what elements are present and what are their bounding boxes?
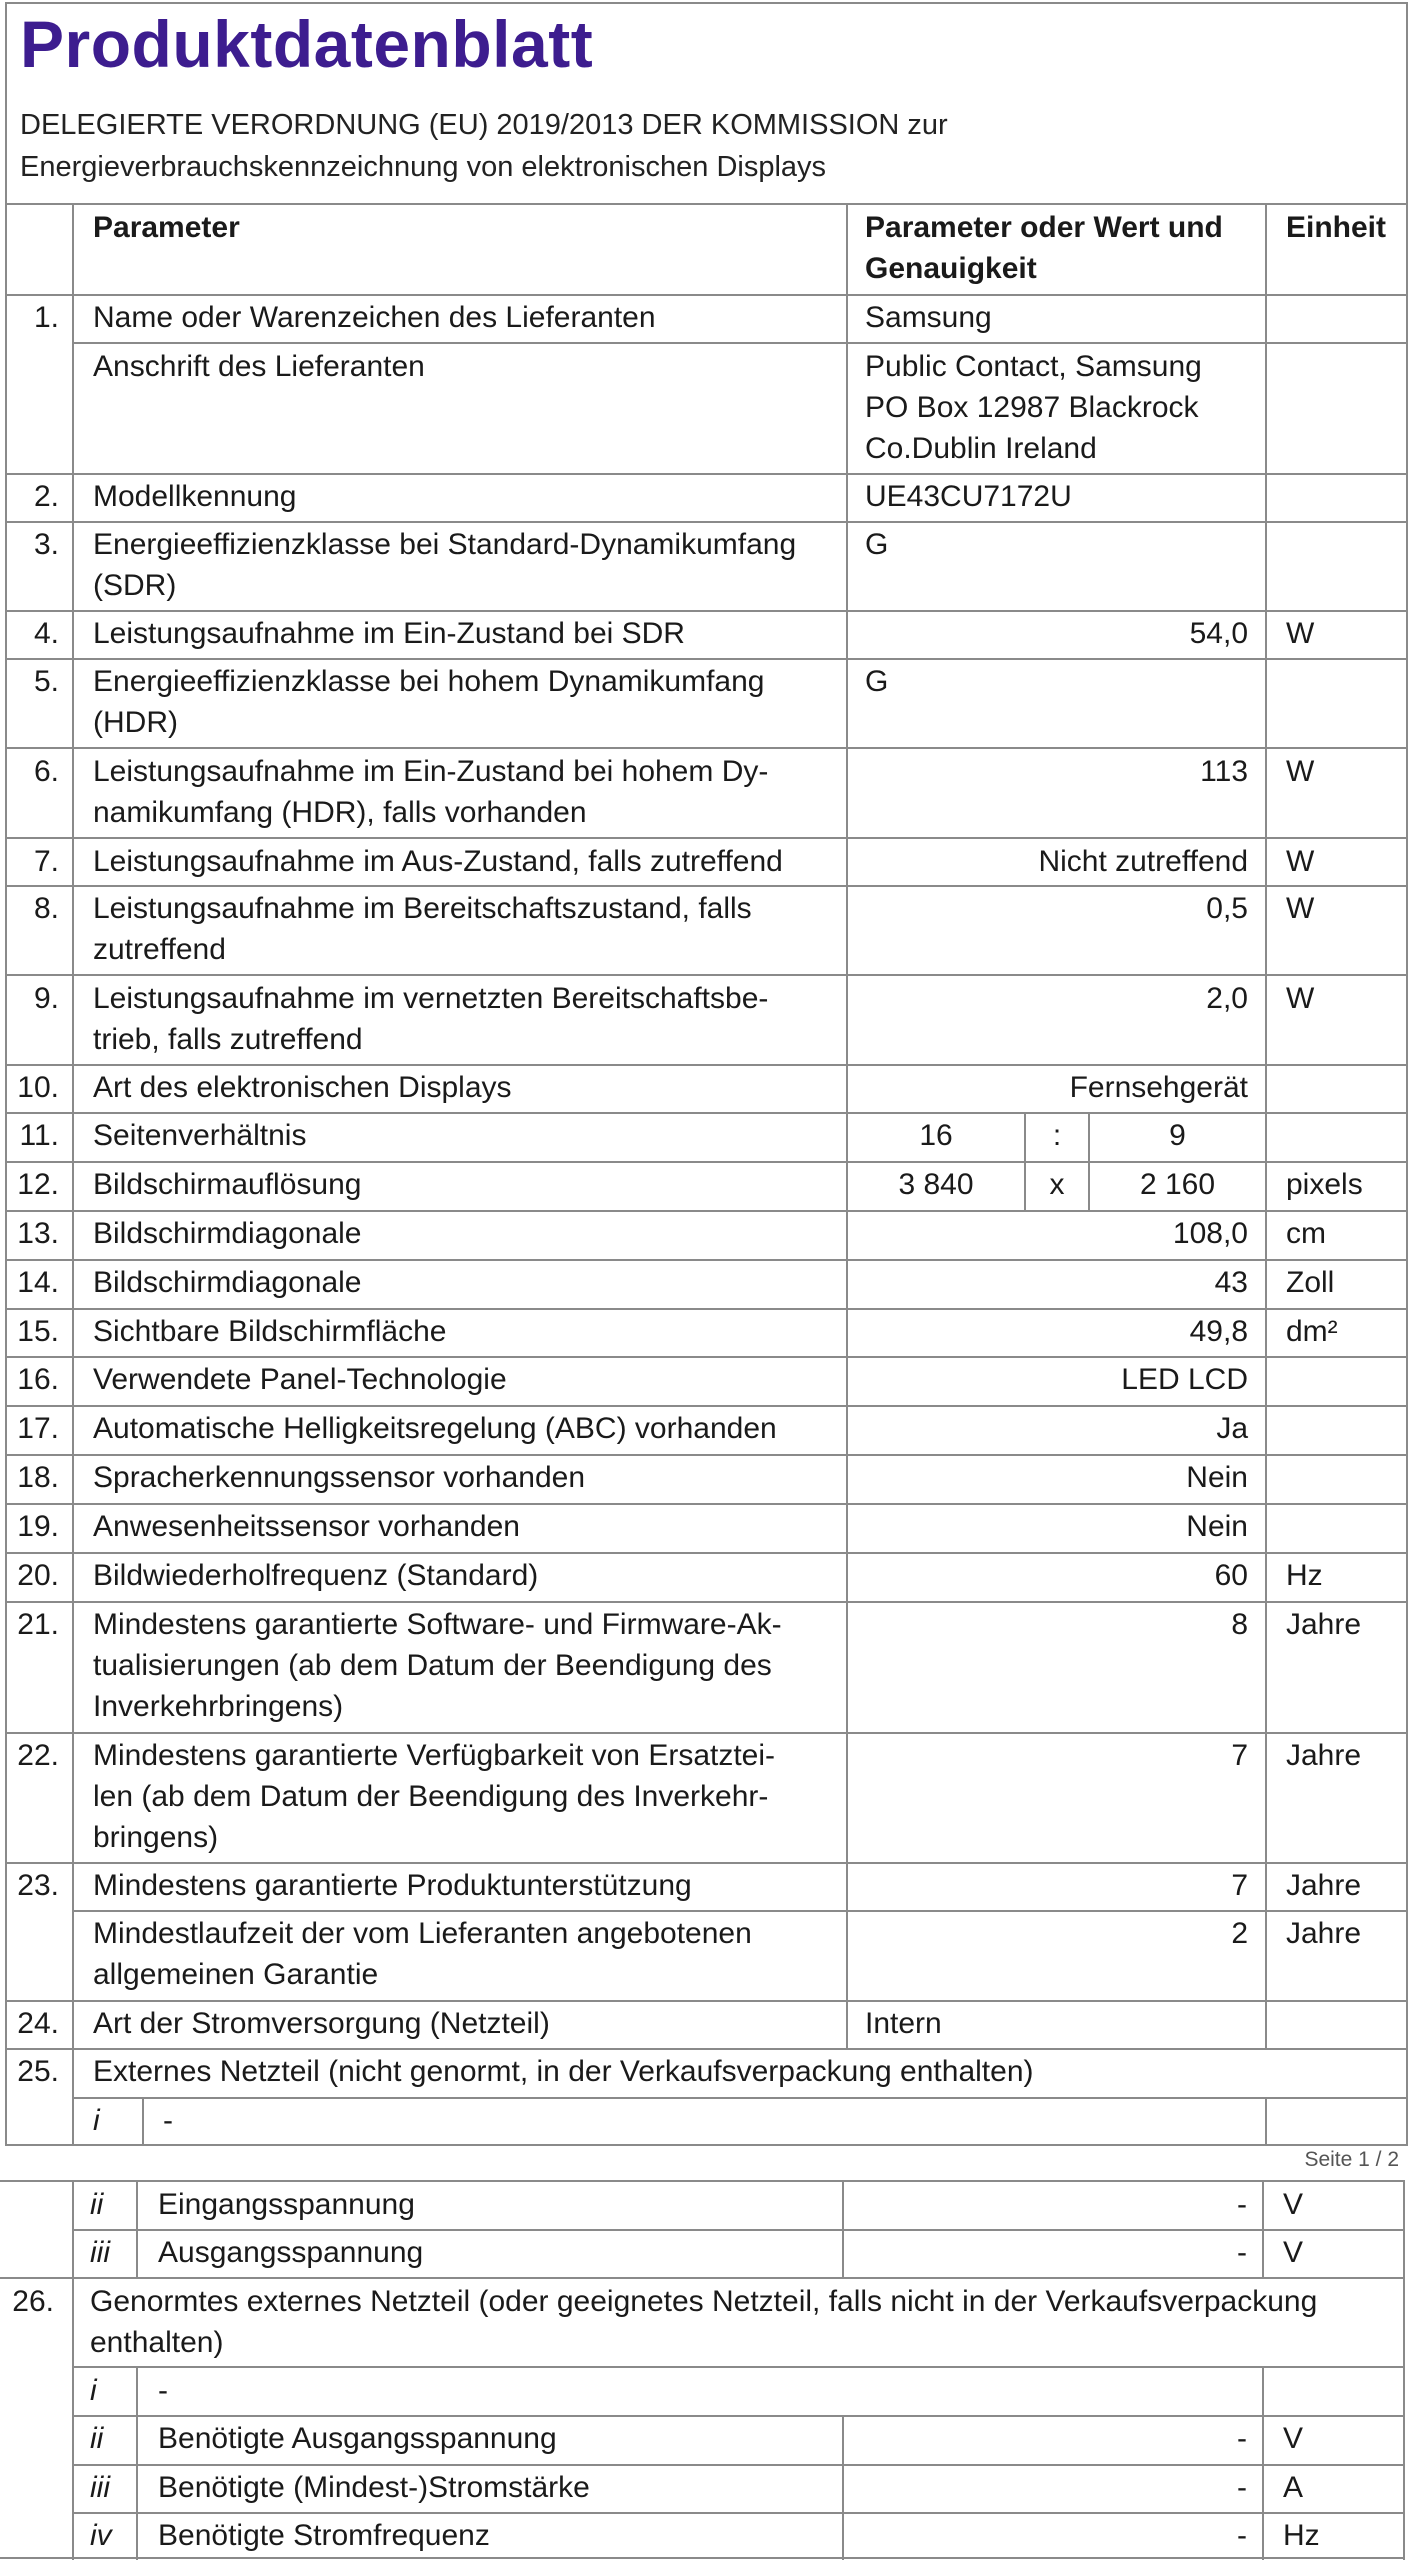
rule [72, 2464, 1405, 2466]
resolution-width: 3 840 [898, 1168, 974, 1201]
row-number: 23. [17, 1869, 59, 1902]
rule [136, 2180, 138, 2277]
rule [5, 1161, 1408, 1163]
row-value: 54,0 [1189, 617, 1248, 650]
row-value: 0,5 [1206, 892, 1248, 925]
column-header-value [865, 207, 1223, 289]
label-line: Leistungsaufnahme im Bereitschaftszustand, falls [93, 892, 752, 925]
label-line: Mindestlaufzeit der vom Lieferanten angebotenen [93, 1917, 752, 1950]
aspect-width: 16 [919, 1119, 953, 1152]
row-unit: Hz [1286, 1559, 1323, 1592]
row-number: 8. [33, 892, 59, 925]
row-number: 7. [33, 845, 59, 878]
subtitle-line-1: DELEGIERTE VERORDNUNG (EU) 2019/2013 DER KOMMISSION zur [20, 109, 948, 141]
rule [5, 1732, 1408, 1734]
row-number: 9. [33, 982, 59, 1015]
row-label [93, 978, 768, 1060]
row-label: Mindestens garantierte Produktunterstützung [93, 1869, 692, 1902]
row-number: 1. [33, 301, 59, 334]
rule [0, 2277, 1405, 2279]
row-number: 2. [33, 480, 59, 513]
rule [0, 2180, 1405, 2182]
sub-item-unit: V [1283, 2422, 1304, 2455]
rule [72, 342, 1408, 344]
page-title: Produktdatenblatt [20, 7, 594, 81]
row-number: 5. [33, 665, 59, 698]
row-number: 12. [17, 1168, 59, 1201]
aspect-height: 9 [1169, 1119, 1186, 1152]
row-value: 8 [1231, 1608, 1248, 1641]
row-value: Intern [865, 2007, 942, 2040]
rule [1403, 2180, 1405, 2560]
row-number: 13. [17, 1217, 59, 1250]
rule [72, 2097, 1408, 2099]
row-unit: Jahre [1286, 1739, 1362, 1772]
rule [5, 521, 1408, 523]
rule [142, 2097, 144, 2144]
row-unit: pixels [1286, 1168, 1363, 1201]
row-number: 25. [17, 2055, 59, 2088]
row-label: Modellkennung [93, 480, 297, 513]
rule [5, 203, 1408, 205]
rule [5, 837, 1408, 839]
row-label: Name oder Warenzeichen des Lieferanten [93, 301, 656, 334]
rule [72, 2229, 1405, 2231]
label-line: Energieeffizienzklasse bei hohem Dynamikumfang [93, 665, 765, 698]
row-value: 2,0 [1206, 982, 1248, 1015]
regulation-subtitle [20, 104, 948, 188]
row-number: 11. [19, 1119, 59, 1152]
row-number: 16. [17, 1363, 59, 1396]
rule [5, 1356, 1408, 1358]
row-number: 6. [33, 755, 59, 788]
label-line: (SDR) [93, 569, 177, 602]
rule [1262, 2366, 1264, 2560]
resolution-height: 2 160 [1139, 1168, 1216, 1201]
row-number: 18. [17, 1461, 59, 1494]
sub-item-value: - [1237, 2188, 1247, 2221]
rule [5, 473, 1408, 475]
row-value: 108,0 [1172, 1217, 1248, 1250]
row-label: Leistungsaufnahme im Aus-Zustand, falls zutreffend [93, 845, 783, 878]
row-unit: cm [1286, 1217, 1326, 1250]
sub-item-label: - [158, 2374, 168, 2407]
row-value: 7 [1231, 1869, 1248, 1902]
row-number: 10. [17, 1071, 59, 1104]
column-header-parameter: Parameter [93, 211, 240, 244]
rule [5, 1552, 1408, 1554]
row-unit: Jahre [1286, 1608, 1362, 1641]
sub-item-label: Benötigte (Mindest-)Stromstärke [158, 2471, 590, 2504]
row-label: Bildwiederholfrequenz (Standard) [93, 1559, 539, 1592]
row-label: Anwesenheitssensor vorhanden [93, 1510, 520, 1543]
row-value: 49,8 [1189, 1315, 1248, 1348]
sub-item-label: Benötigte Stromfrequenz [158, 2519, 490, 2552]
row-value: Ja [1216, 1412, 1248, 1445]
sub-item-index: ii [90, 2188, 104, 2221]
row-number: 17. [17, 1412, 59, 1445]
row-label [90, 2281, 1317, 2363]
row-value: 113 [1200, 755, 1248, 788]
rule [5, 294, 1408, 296]
row-number: 21. [17, 1608, 59, 1641]
label-line: Energieeffizienzklasse bei Standard-Dynamikumfang [93, 528, 797, 561]
column-header-unit: Einheit [1286, 211, 1387, 244]
row-number: 4. [33, 617, 59, 650]
aspect-separator: : [1052, 1119, 1062, 1152]
sub-item-label: Benötigte Ausgangsspannung [158, 2422, 557, 2455]
row-number: 26. [12, 2285, 54, 2318]
rule [5, 2144, 1408, 2146]
label-line: trieb, falls zutreffend [93, 1023, 363, 1056]
rule [5, 1454, 1408, 1456]
rule [72, 2512, 1405, 2514]
label-line: Mindestens garantierte Software- und Firmware-Ak- [93, 1608, 782, 1641]
row-unit: W [1286, 982, 1315, 1015]
row-unit: W [1286, 755, 1315, 788]
row-label: Sichtbare Bildschirmfläche [93, 1315, 447, 1348]
rule [72, 2366, 1405, 2368]
row-value: Nein [1186, 1510, 1248, 1543]
label-line: allgemeinen Garantie [93, 1958, 379, 1991]
row-label: Bildschirmauflösung [93, 1168, 362, 1201]
row-unit: Zoll [1286, 1266, 1335, 1299]
row-label [93, 888, 752, 970]
row-label: Bildschirmdiagonale [93, 1266, 362, 1299]
label-line: Inverkehrbringens) [93, 1690, 344, 1723]
rule [5, 1503, 1408, 1505]
row-value: Fernsehgerät [1069, 1071, 1248, 1104]
label-line: Genormtes externes Netzteil (oder geeignetes Netzteil, falls nicht in der Verkaufsverpackung [90, 2285, 1318, 2318]
rule [0, 2557, 1405, 2559]
sub-item-index: i [93, 2104, 100, 2137]
row-value: 7 [1231, 1739, 1248, 1772]
sub-item-unit: Hz [1283, 2519, 1320, 2552]
supplier-address [865, 346, 1202, 469]
row-value: 2 [1231, 1917, 1248, 1950]
row-label: Automatische Helligkeitsregelung (ABC) vorhanden [93, 1412, 777, 1445]
row-number: 15. [17, 1315, 59, 1348]
rule [5, 1112, 1408, 1114]
rule [5, 747, 1408, 749]
row-value: UE43CU7172U [865, 480, 1072, 513]
row-value: Nein [1186, 1461, 1248, 1494]
row-value: 43 [1214, 1266, 1248, 1299]
rule [5, 1601, 1408, 1603]
sub-item-value: - [1237, 2236, 1247, 2269]
rule [5, 885, 1408, 887]
sub-item-unit: V [1283, 2236, 1304, 2269]
row-label: Art des elektronischen Displays [93, 1071, 512, 1104]
sub-item-unit: V [1283, 2188, 1304, 2221]
sub-item-index: iii [90, 2236, 110, 2269]
row-value: G [865, 665, 889, 698]
sub-item-unit: A [1283, 2471, 1304, 2504]
rule [1265, 203, 1267, 2048]
row-label: Verwendete Panel-Technologie [93, 1363, 507, 1396]
row-number: 20. [17, 1559, 59, 1592]
rule [1265, 2097, 1267, 2144]
sub-item-value: - [1237, 2471, 1247, 2504]
sub-item-label: Ausgangsspannung [158, 2236, 424, 2269]
row-label [93, 1735, 775, 1858]
label-line: namikumfang (HDR), falls vorhanden [93, 796, 587, 829]
row-label: Art der Stromversorgung (Netzteil) [93, 2007, 550, 2040]
row-number: 24. [17, 2007, 59, 2040]
row-label: Externes Netzteil (nicht genormt, in der Verkaufsverpackung enthalten) [93, 2055, 1034, 2088]
sub-item-value: - [1237, 2519, 1247, 2552]
label-line: Mindestens garantierte Verfügbarkeit von Ersatztei- [93, 1739, 776, 1772]
row-number: 3. [33, 528, 59, 561]
address-line: PO Box 12987 Blackrock [865, 391, 1199, 424]
sub-item-index: ii [90, 2422, 104, 2455]
label-line: bringens) [93, 1821, 219, 1854]
rule [5, 2048, 1408, 2050]
rule [5, 2000, 1408, 2002]
row-label: Anschrift des Lieferanten [93, 350, 425, 383]
subtitle-line-2: Energieverbrauchskennzeichnung von elektronischen Displays [20, 151, 827, 183]
rule [5, 1210, 1408, 1212]
label-line: Leistungsaufnahme im Ein-Zustand bei hohem Dy- [93, 755, 769, 788]
row-value: Nicht zutreffend [1038, 845, 1248, 878]
sub-item-index: i [90, 2374, 97, 2407]
rule [5, 1405, 1408, 1407]
rule [72, 203, 74, 2144]
label-line: (HDR) [93, 706, 178, 739]
rule [5, 1064, 1408, 1066]
sub-item-label: - [163, 2104, 173, 2137]
label-line: len (ab dem Datum der Beendigung des Inverkehr- [93, 1780, 769, 1813]
sub-item-label: Eingangsspannung [158, 2188, 415, 2221]
rule [5, 610, 1408, 612]
rule [72, 2415, 1405, 2417]
sub-item-value: - [1237, 2422, 1247, 2455]
rule [5, 658, 1408, 660]
column-header-value-line-1: Parameter oder Wert und [865, 211, 1223, 244]
rule [5, 1259, 1408, 1261]
row-unit: Jahre [1286, 1917, 1362, 1950]
column-header-value-line-2: Genauigkeit [865, 252, 1037, 285]
row-number: 14. [17, 1266, 59, 1299]
rule [5, 1308, 1408, 1310]
rule [136, 2366, 138, 2560]
row-label [93, 524, 796, 606]
rule [5, 974, 1408, 976]
row-value: G [865, 528, 889, 561]
row-label [93, 1604, 782, 1727]
label-line: tualisierungen (ab dem Datum der Beendigung des [93, 1649, 772, 1682]
rule [5, 1862, 1408, 1864]
sub-item-index: iii [90, 2471, 110, 2504]
row-label [93, 661, 764, 743]
row-label: Leistungsaufnahme im Ein-Zustand bei SDR [93, 617, 685, 650]
label-line: enthalten) [90, 2326, 224, 2359]
row-value: 60 [1214, 1559, 1248, 1592]
sub-item-index: iv [90, 2519, 112, 2552]
row-label [93, 1913, 752, 1995]
page-number: Seite 1 / 2 [1304, 2148, 1399, 2171]
row-label: Spracherkennungssensor vorhanden [93, 1461, 585, 1494]
resolution-separator: x [1049, 1168, 1065, 1201]
row-value: LED LCD [1121, 1363, 1248, 1396]
rule [72, 2180, 74, 2560]
row-unit: W [1286, 845, 1315, 878]
row-unit: dm² [1286, 1315, 1338, 1348]
rule [72, 1910, 1408, 1912]
row-label: Bildschirmdiagonale [93, 1217, 362, 1250]
row-value: Samsung [865, 301, 992, 334]
row-number: 19. [17, 1510, 59, 1543]
rule [1262, 2180, 1264, 2277]
row-unit: Jahre [1286, 1869, 1362, 1902]
row-number: 22. [17, 1739, 59, 1772]
label-line: Leistungsaufnahme im vernetzten Bereitschaftsbe- [93, 982, 769, 1015]
label-line: zutreffend [93, 933, 226, 966]
row-unit: W [1286, 617, 1315, 650]
row-unit: W [1286, 892, 1315, 925]
address-line: Co.Dublin Ireland [865, 432, 1097, 465]
row-label [93, 751, 768, 833]
address-line: Public Contact, Samsung [865, 350, 1202, 383]
row-label: Seitenverhältnis [93, 1119, 307, 1152]
